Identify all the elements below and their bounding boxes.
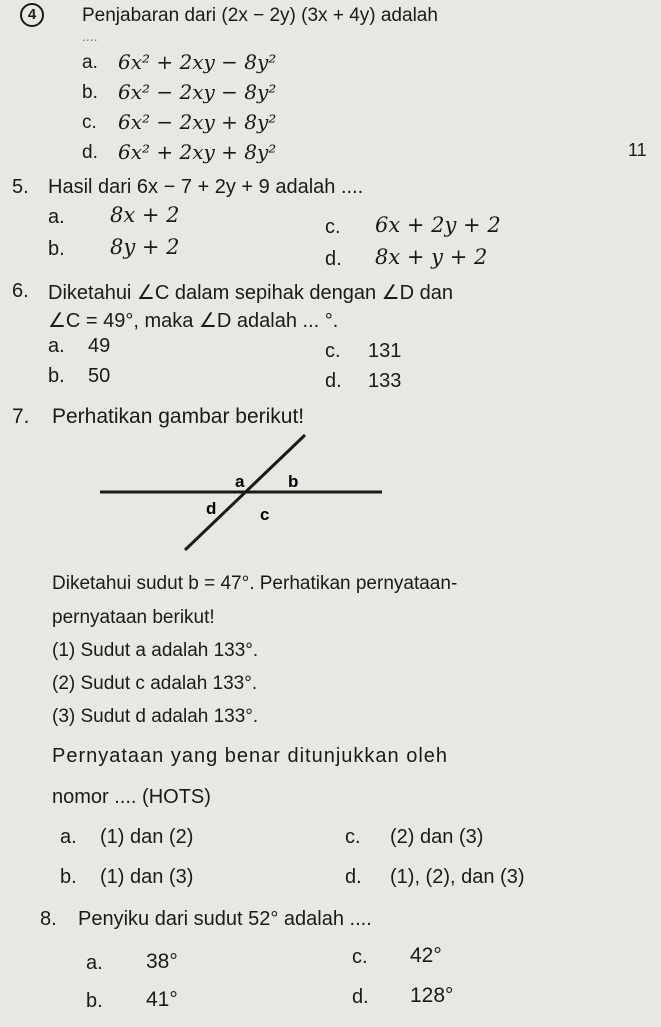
q5-option-c-text: 6x + 2y + 2 xyxy=(375,213,501,237)
q8-stem: Penyiku dari sudut 52° adalah .... xyxy=(78,908,372,930)
q8-option-a-letter: a. xyxy=(86,952,103,974)
q4-stem: Penjabaran dari (2x − 2y) (3x + 4y) adalah xyxy=(82,5,438,26)
q6-option-c-letter: c. xyxy=(325,340,341,362)
q6-option-b-letter: b. xyxy=(48,365,65,387)
angle-label-c: c xyxy=(260,505,270,524)
q7-option-d-text: (1), (2), dan (3) xyxy=(390,866,525,888)
q8-option-d-letter: d. xyxy=(352,986,369,1008)
q6-option-a-letter: a. xyxy=(48,335,65,357)
q4-margin-note: 11 xyxy=(628,140,647,160)
q5-stem: Hasil dari 6x − 7 + 2y + 9 adalah .... xyxy=(48,176,364,198)
q7-number: 7. xyxy=(12,405,30,428)
q8-option-a-text: 38° xyxy=(146,950,178,973)
q4-option-b-text: 6x² − 2xy − 8y² xyxy=(118,80,277,104)
q6-line2: ∠C = 49°, maka ∠D adalah ... °. xyxy=(48,310,339,332)
q4-option-b-letter: b. xyxy=(82,82,98,103)
q5-option-a-text: 8x + 2 xyxy=(110,203,180,227)
q8-option-d-text: 128° xyxy=(410,984,454,1007)
q8-number: 8. xyxy=(40,908,57,930)
q6-option-c-text: 131 xyxy=(368,340,402,362)
angle-label-a: a xyxy=(235,472,245,491)
q4-stem-cont: .... xyxy=(82,28,98,44)
q7-option-c-text: (2) dan (3) xyxy=(390,826,484,848)
q6-option-a-text: 49 xyxy=(88,335,111,357)
q7-option-b-letter: b. xyxy=(60,866,77,888)
q8-option-c-letter: c. xyxy=(352,946,368,968)
q7-option-a-letter: a. xyxy=(60,826,77,848)
q8-option-c-text: 42° xyxy=(410,944,442,967)
q4-option-a-text: 6x² + 2xy − 8y² xyxy=(118,50,277,74)
angle-label-d: d xyxy=(206,499,217,518)
q6-line1: Diketahui ∠C dalam sepihak dengan ∠D dan xyxy=(48,282,453,304)
q7-ask-line1: Pernyataan yang benar ditunjukkan oleh xyxy=(52,745,449,767)
q5-number: 5. xyxy=(12,176,29,198)
q7-statement-2: (2) Sudut c adalah 133°. xyxy=(52,673,258,694)
q7-given-cont: pernyataan berikut! xyxy=(52,607,215,628)
q4-option-c-letter: c. xyxy=(82,112,97,133)
q7-statement-3: (3) Sudut d adalah 133°. xyxy=(52,706,259,727)
q8-option-b-text: 41° xyxy=(146,988,178,1011)
q7-option-a-text: (1) dan (2) xyxy=(100,826,194,848)
q6-number: 6. xyxy=(12,280,29,302)
q7-option-d-letter: d. xyxy=(345,866,362,888)
q4-option-d-letter: d. xyxy=(82,142,98,163)
q7-option-b-text: (1) dan (3) xyxy=(100,866,194,888)
q4-number: 4 xyxy=(20,3,44,27)
q5-option-a-letter: a. xyxy=(48,206,65,228)
q5-option-d-letter: d. xyxy=(325,248,342,270)
angle-label-b: b xyxy=(288,472,299,491)
q8-option-b-letter: b. xyxy=(86,990,103,1012)
q6-option-d-text: 133 xyxy=(368,370,402,392)
q5-option-c-letter: c. xyxy=(325,216,341,238)
q7-ask-line2: nomor .... (HOTS) xyxy=(52,786,211,808)
q5-option-b-letter: b. xyxy=(48,238,65,260)
q5-option-d-text: 8x + y + 2 xyxy=(375,245,488,269)
q7-stem: Perhatikan gambar berikut! xyxy=(52,405,305,428)
q5-option-b-text: 8y + 2 xyxy=(110,235,180,259)
q6-option-d-letter: d. xyxy=(325,370,342,392)
q7-option-c-letter: c. xyxy=(345,826,361,848)
q6-option-b-text: 50 xyxy=(88,365,111,387)
q4-option-c-text: 6x² − 2xy + 8y² xyxy=(118,110,277,134)
q4-option-d-text: 6x² + 2xy + 8y² xyxy=(118,140,277,164)
q4-option-a-letter: a. xyxy=(82,52,98,73)
q7-given: Diketahui sudut b = 47°. Perhatikan pernyataan- xyxy=(52,573,458,594)
angle-figure xyxy=(90,430,390,560)
q7-statement-1: (1) Sudut a adalah 133°. xyxy=(52,640,259,661)
